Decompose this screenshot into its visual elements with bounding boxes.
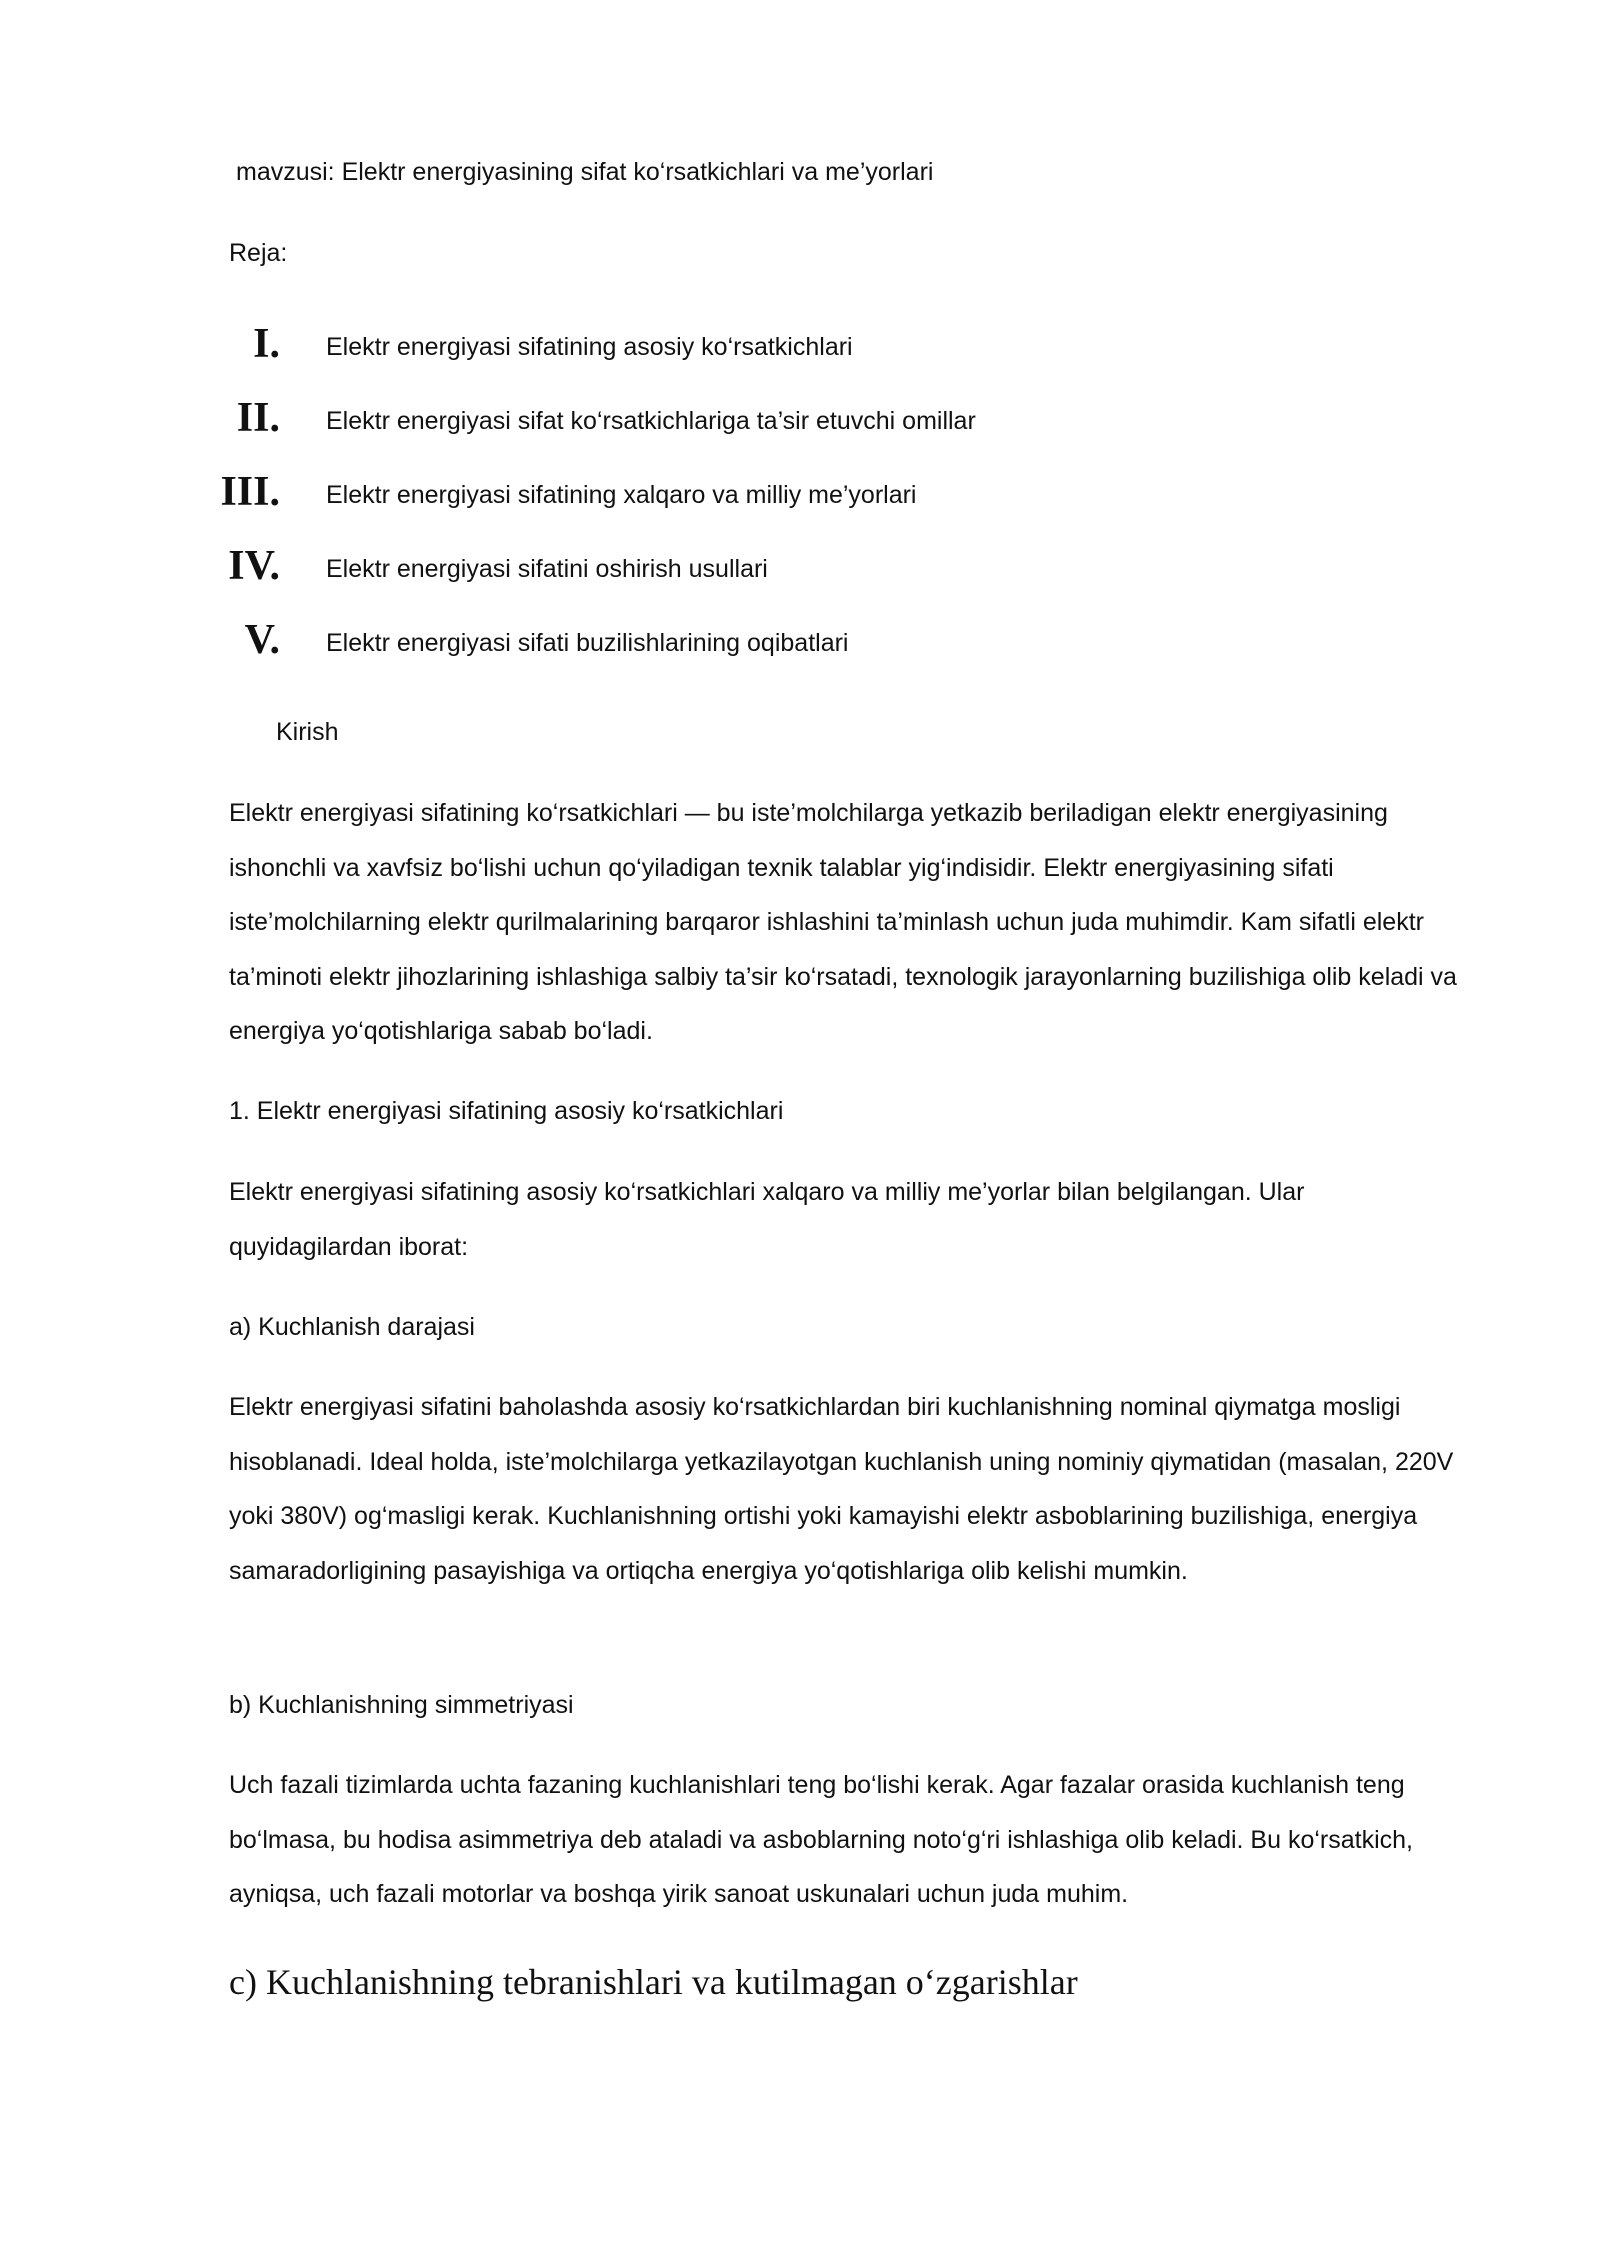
sub-b-heading: b) Kuchlanishning simmetriyasi [229, 1691, 574, 1719]
plan-numeral: III. [220, 469, 280, 515]
plan-numeral: II. [236, 395, 280, 441]
sub-a-paragraph-text: Elektr energiyasi sifatini baholashda asosiy ko‘rsatkichlardan biri kuchlanishning nominal qiymatga mosligi hisoblanadi. Ideal holda, iste’molchilarga yetkazilayotgan kuchlanish uning nominiy qiymatidan (masalan, 220V yoki 380V) og‘masligi kerak. Kuchlanishning ortishi yoki kamayishi elektr asboblarining buzilishiga, energiya samaradorligining pasayishiga va ortiqcha energiya yo‘qotishlariga olib kelishi mumkin. [229, 1393, 1454, 1585]
plan-numeral: V. [244, 617, 280, 663]
plan-numeral: I. [253, 321, 280, 367]
sub-b-paragraph [229, 1758, 1469, 1922]
plan-item-text: Elektr energiyasi sifatini oshirish usullari [326, 555, 768, 583]
sub-b-paragraph-text: Uch fazali tizimlarda uchta fazaning kuchlanishlari teng bo‘lishi kerak. Agar fazalar orasida kuchlanish teng bo‘lmasa, bu hodisa asimmetriya deb ataladi va asboblarning noto‘g‘ri ishlashiga olib keladi. Bu ko‘rsatkich, ayniqsa, uch fazali motorlar va boshqa yirik sanoat uskunalari uchun juda muhim. [229, 1771, 1413, 1908]
plan-item-text: Elektr energiyasi sifat ko‘rsatkichlariga ta’sir etuvchi omillar [326, 407, 976, 435]
plan-item-text: Elektr energiyasi sifati buzilishlarining oqibatlari [326, 629, 849, 657]
section1-paragraph-text: Elektr energiyasi sifatining asosiy ko‘rsatkichlari xalqaro va milliy me’yorlar bilan belgilangan. Ular quyidagilardan iborat: [229, 1178, 1305, 1261]
plan-item-text: Elektr energiyasi sifatining xalqaro va milliy me’yorlari [326, 481, 917, 509]
sub-c-heading: c) Kuchlanishning tebranishlari va kutilmagan o‘zgarishlar [229, 1962, 1078, 2002]
intro-paragraph-text: Elektr energiyasi sifatining ko‘rsatkichlari — bu iste’molchilarga yetkazib beriladigan elektr energiyasining ishonchli va xavfsiz bo‘lishi uchun qo‘yiladigan texnik talablar yig‘indisidir. Elektr energiyasining sifati iste’molchilarning elektr qurilmalarining barqaror ishlashini ta’minlash uchun juda muhimdir. Kam sifatli elektr ta’minoti elektr jihozlarining ishlashiga salbiy ta’sir ko‘rsatadi, texnologik jarayonlarning buzilishiga olib keladi va energiya yo‘qotishlariga sabab bo‘ladi. [229, 799, 1457, 1045]
sub-a-paragraph [229, 1380, 1469, 1598]
intro-heading: Kirish [276, 718, 339, 746]
intro-paragraph [229, 786, 1469, 1059]
plan-label: Reja: [229, 239, 288, 267]
topic-title: mavzusi: Elektr energiyasining sifat ko‘rsatkichlari va me’yorlari [236, 158, 934, 186]
plan-item-text: Elektr energiyasi sifatining asosiy ko‘rsatkichlari [326, 333, 853, 361]
plan-numeral: IV. [228, 543, 280, 589]
section1-heading: 1. Elektr energiyasi sifatining asosiy ko‘rsatkichlari [229, 1097, 784, 1125]
sub-a-heading: a) Kuchlanish darajasi [229, 1313, 475, 1341]
section1-paragraph [229, 1165, 1469, 1274]
